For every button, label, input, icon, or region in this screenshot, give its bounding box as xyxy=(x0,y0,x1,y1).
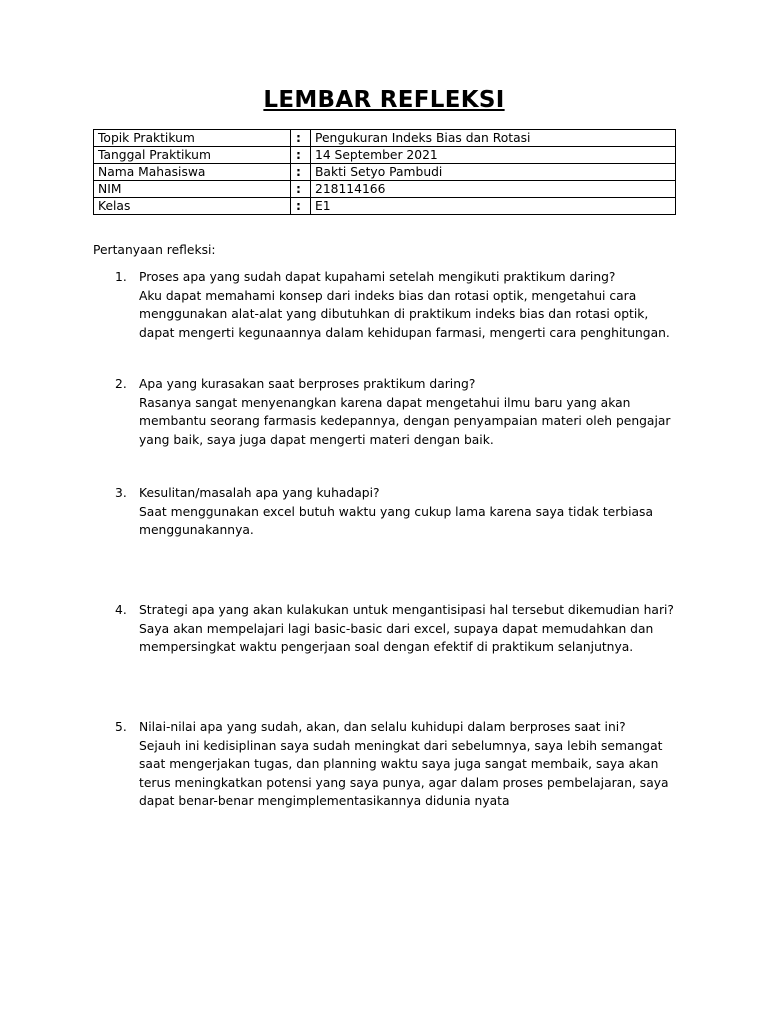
row-value: Bakti Setyo Pambudi xyxy=(311,164,676,181)
answer-text: Saya akan mempelajari lagi basic-basic dari excel, supaya dapat memudahkan dan mempersingkat waktu pengerjaan soal dengan efektif di praktikum selanjutnya. xyxy=(139,621,654,654)
row-label: NIM xyxy=(94,181,291,198)
table-row xyxy=(94,130,676,147)
row-separator: : xyxy=(291,164,311,181)
row-value: 218114166 xyxy=(311,181,676,198)
row-label: Tanggal Praktikum xyxy=(94,147,291,164)
row-separator: : xyxy=(291,198,311,215)
table-row xyxy=(94,147,676,164)
answer-text: Sejauh ini kedisiplinan saya sudah meningkat dari sebelumnya, saya lebih semangat saat mengerjakan tugas, dan planning waktu saya juga sangat membaik, saya akan terus meningkatkan potensi yang saya punya, agar dalam proses pembelajaran, saya dapat benar-benar mengimplementasikannya didunia nyata xyxy=(139,738,669,808)
reflection-intro: Pertanyaan refleksi: xyxy=(93,243,216,257)
question-text: Nilai-nilai apa yang sudah, akan, dan selalu kuhidupi dalam berproses saat ini? xyxy=(139,720,626,734)
row-separator: : xyxy=(291,181,311,198)
answer-text: Saat menggunakan excel butuh waktu yang cukup lama karena saya tidak terbiasa menggunakannya. xyxy=(139,504,653,537)
answer-text: Rasanya sangat menyenangkan karena dapat mengetahui ilmu baru yang akan membantu seorang farmasis kedepannya, dengan penyampaian materi oleh pengajar yang baik, saya juga dapat mengerti materi dengan baik. xyxy=(139,395,671,447)
question-item-3 xyxy=(115,484,675,540)
row-label: Topik Praktikum xyxy=(94,130,291,147)
question-text: Strategi apa yang akan kulakukan untuk mengantisipasi hal tersebut dikemudian hari? xyxy=(139,603,674,617)
row-value: E1 xyxy=(311,198,676,215)
question-number: 2. xyxy=(115,377,127,391)
row-label: Kelas xyxy=(94,198,291,215)
answer-text: Aku dapat memahami konsep dari indeks bias dan rotasi optik, mengetahui cara menggunakan alat-alat yang dibutuhkan di praktikum indeks bias dan rotasi optik, dapat mengerti kegunaannya dalam kehidupan farmasi, mengerti cara penghitungan. xyxy=(139,288,670,340)
question-number: 4. xyxy=(115,603,127,617)
document-title: LEMBAR REFLEKSI xyxy=(263,87,505,113)
row-value: 14 September 2021 xyxy=(311,147,676,164)
question-item-2 xyxy=(115,375,675,449)
row-separator: : xyxy=(291,147,311,164)
row-separator: : xyxy=(291,130,311,147)
question-text: Proses apa yang sudah dapat kupahami setelah mengikuti praktikum daring? xyxy=(139,270,616,284)
question-number: 5. xyxy=(115,720,127,734)
table-row xyxy=(94,164,676,181)
question-text: Kesulitan/masalah apa yang kuhadapi? xyxy=(139,486,380,500)
table-row xyxy=(94,181,676,198)
question-number: 3. xyxy=(115,486,127,500)
table-row xyxy=(94,198,676,215)
question-text: Apa yang kurasakan saat berproses praktikum daring? xyxy=(139,377,476,391)
question-item-1 xyxy=(115,268,675,342)
question-number: 1. xyxy=(115,270,127,284)
question-item-5 xyxy=(115,718,675,811)
row-value: Pengukuran Indeks Bias dan Rotasi xyxy=(311,130,676,147)
info-table xyxy=(93,129,676,215)
question-item-4 xyxy=(115,601,675,657)
row-label: Nama Mahasiswa xyxy=(94,164,291,181)
